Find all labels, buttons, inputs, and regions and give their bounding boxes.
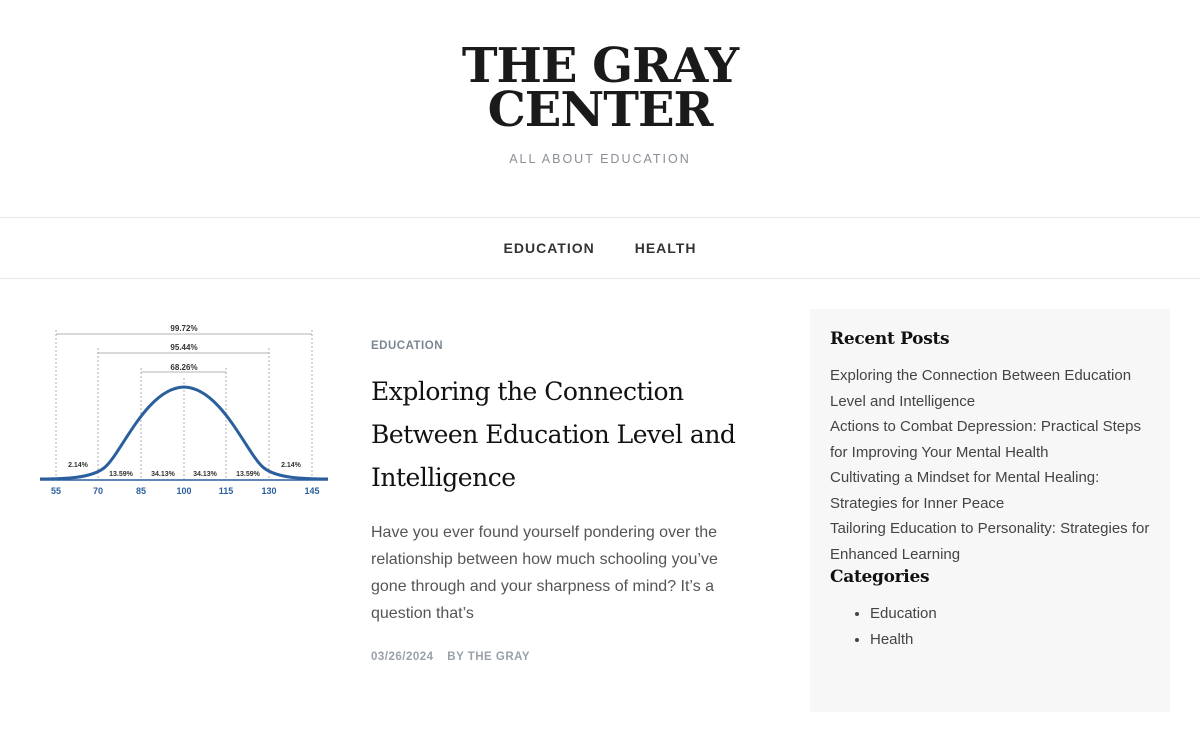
post-category-link[interactable]: EDUCATION — [371, 340, 444, 352]
post-title-link[interactable]: Exploring the Connection Between Education Level and Intelligence — [371, 377, 736, 492]
post-excerpt: Have you ever found yourself pondering over the relationship between how much schooling you’ve gone through and your sharpness of mind? It’s a question that’s — [371, 524, 718, 622]
site-title[interactable] — [0, 38, 1200, 138]
main-nav — [0, 217, 1200, 279]
post-author-link[interactable]: BY THE GRAY — [447, 651, 531, 663]
area-label-1: 2.14% — [68, 462, 88, 469]
area-label-6: 2.14% — [281, 462, 301, 469]
sidebar — [810, 309, 1170, 712]
bell-curve-image — [36, 318, 332, 502]
recent-post-link[interactable]: Cultivating a Mindset for Mental Healing: Strategies for Inner Peace — [830, 469, 1100, 512]
categories-title: Categories — [830, 567, 930, 587]
tick-70: 70 — [92, 486, 104, 496]
tick-100: 100 — [176, 486, 192, 496]
bracket-label-95: 95.44% — [170, 343, 198, 352]
recent-post-link[interactable]: Tailoring Education to Personality: Strategies for Enhanced Learning — [830, 520, 1150, 563]
tick-85: 85 — [135, 486, 147, 496]
recent-post-link[interactable]: Actions to Combat Depression: Practical Steps for Improving Your Mental Health — [830, 418, 1141, 461]
tick-55: 55 — [50, 486, 62, 496]
nav-item-health[interactable]: HEALTH — [634, 240, 697, 256]
category-link-education[interactable]: • Education — [870, 601, 1150, 627]
area-label-4: 34.13% — [193, 471, 217, 478]
area-label-5: 13.59% — [236, 471, 260, 478]
category-link-health[interactable]: • Health — [870, 627, 1150, 653]
tick-130: 130 — [261, 486, 277, 496]
site-tagline: ALL ABOUT EDUCATION — [509, 152, 691, 166]
post-thumbnail[interactable] — [36, 318, 332, 502]
area-label-2: 13.59% — [109, 471, 133, 478]
area-label-3: 34.13% — [151, 471, 175, 478]
site-title-line-2[interactable]: CENTER — [487, 82, 713, 138]
post-card — [371, 340, 771, 663]
tick-145: 145 — [304, 486, 320, 496]
recent-posts-title: Recent Posts — [830, 329, 950, 349]
tick-115: 115 — [218, 486, 234, 496]
categories-list — [830, 601, 1150, 653]
nav-item-education[interactable]: EDUCATION — [503, 240, 595, 256]
recent-post-link[interactable]: Exploring the Connection Between Education Level and Intelligence — [830, 367, 1132, 410]
bracket-label-99: 99.72% — [170, 324, 198, 333]
bracket-label-68: 68.26% — [170, 363, 198, 372]
post-date: 03/26/2024 — [371, 651, 434, 663]
recent-posts-list — [830, 363, 1150, 567]
site-header — [0, 0, 1200, 218]
post-meta — [371, 651, 771, 663]
site-title-line-1[interactable]: THE GRAY — [461, 38, 739, 94]
